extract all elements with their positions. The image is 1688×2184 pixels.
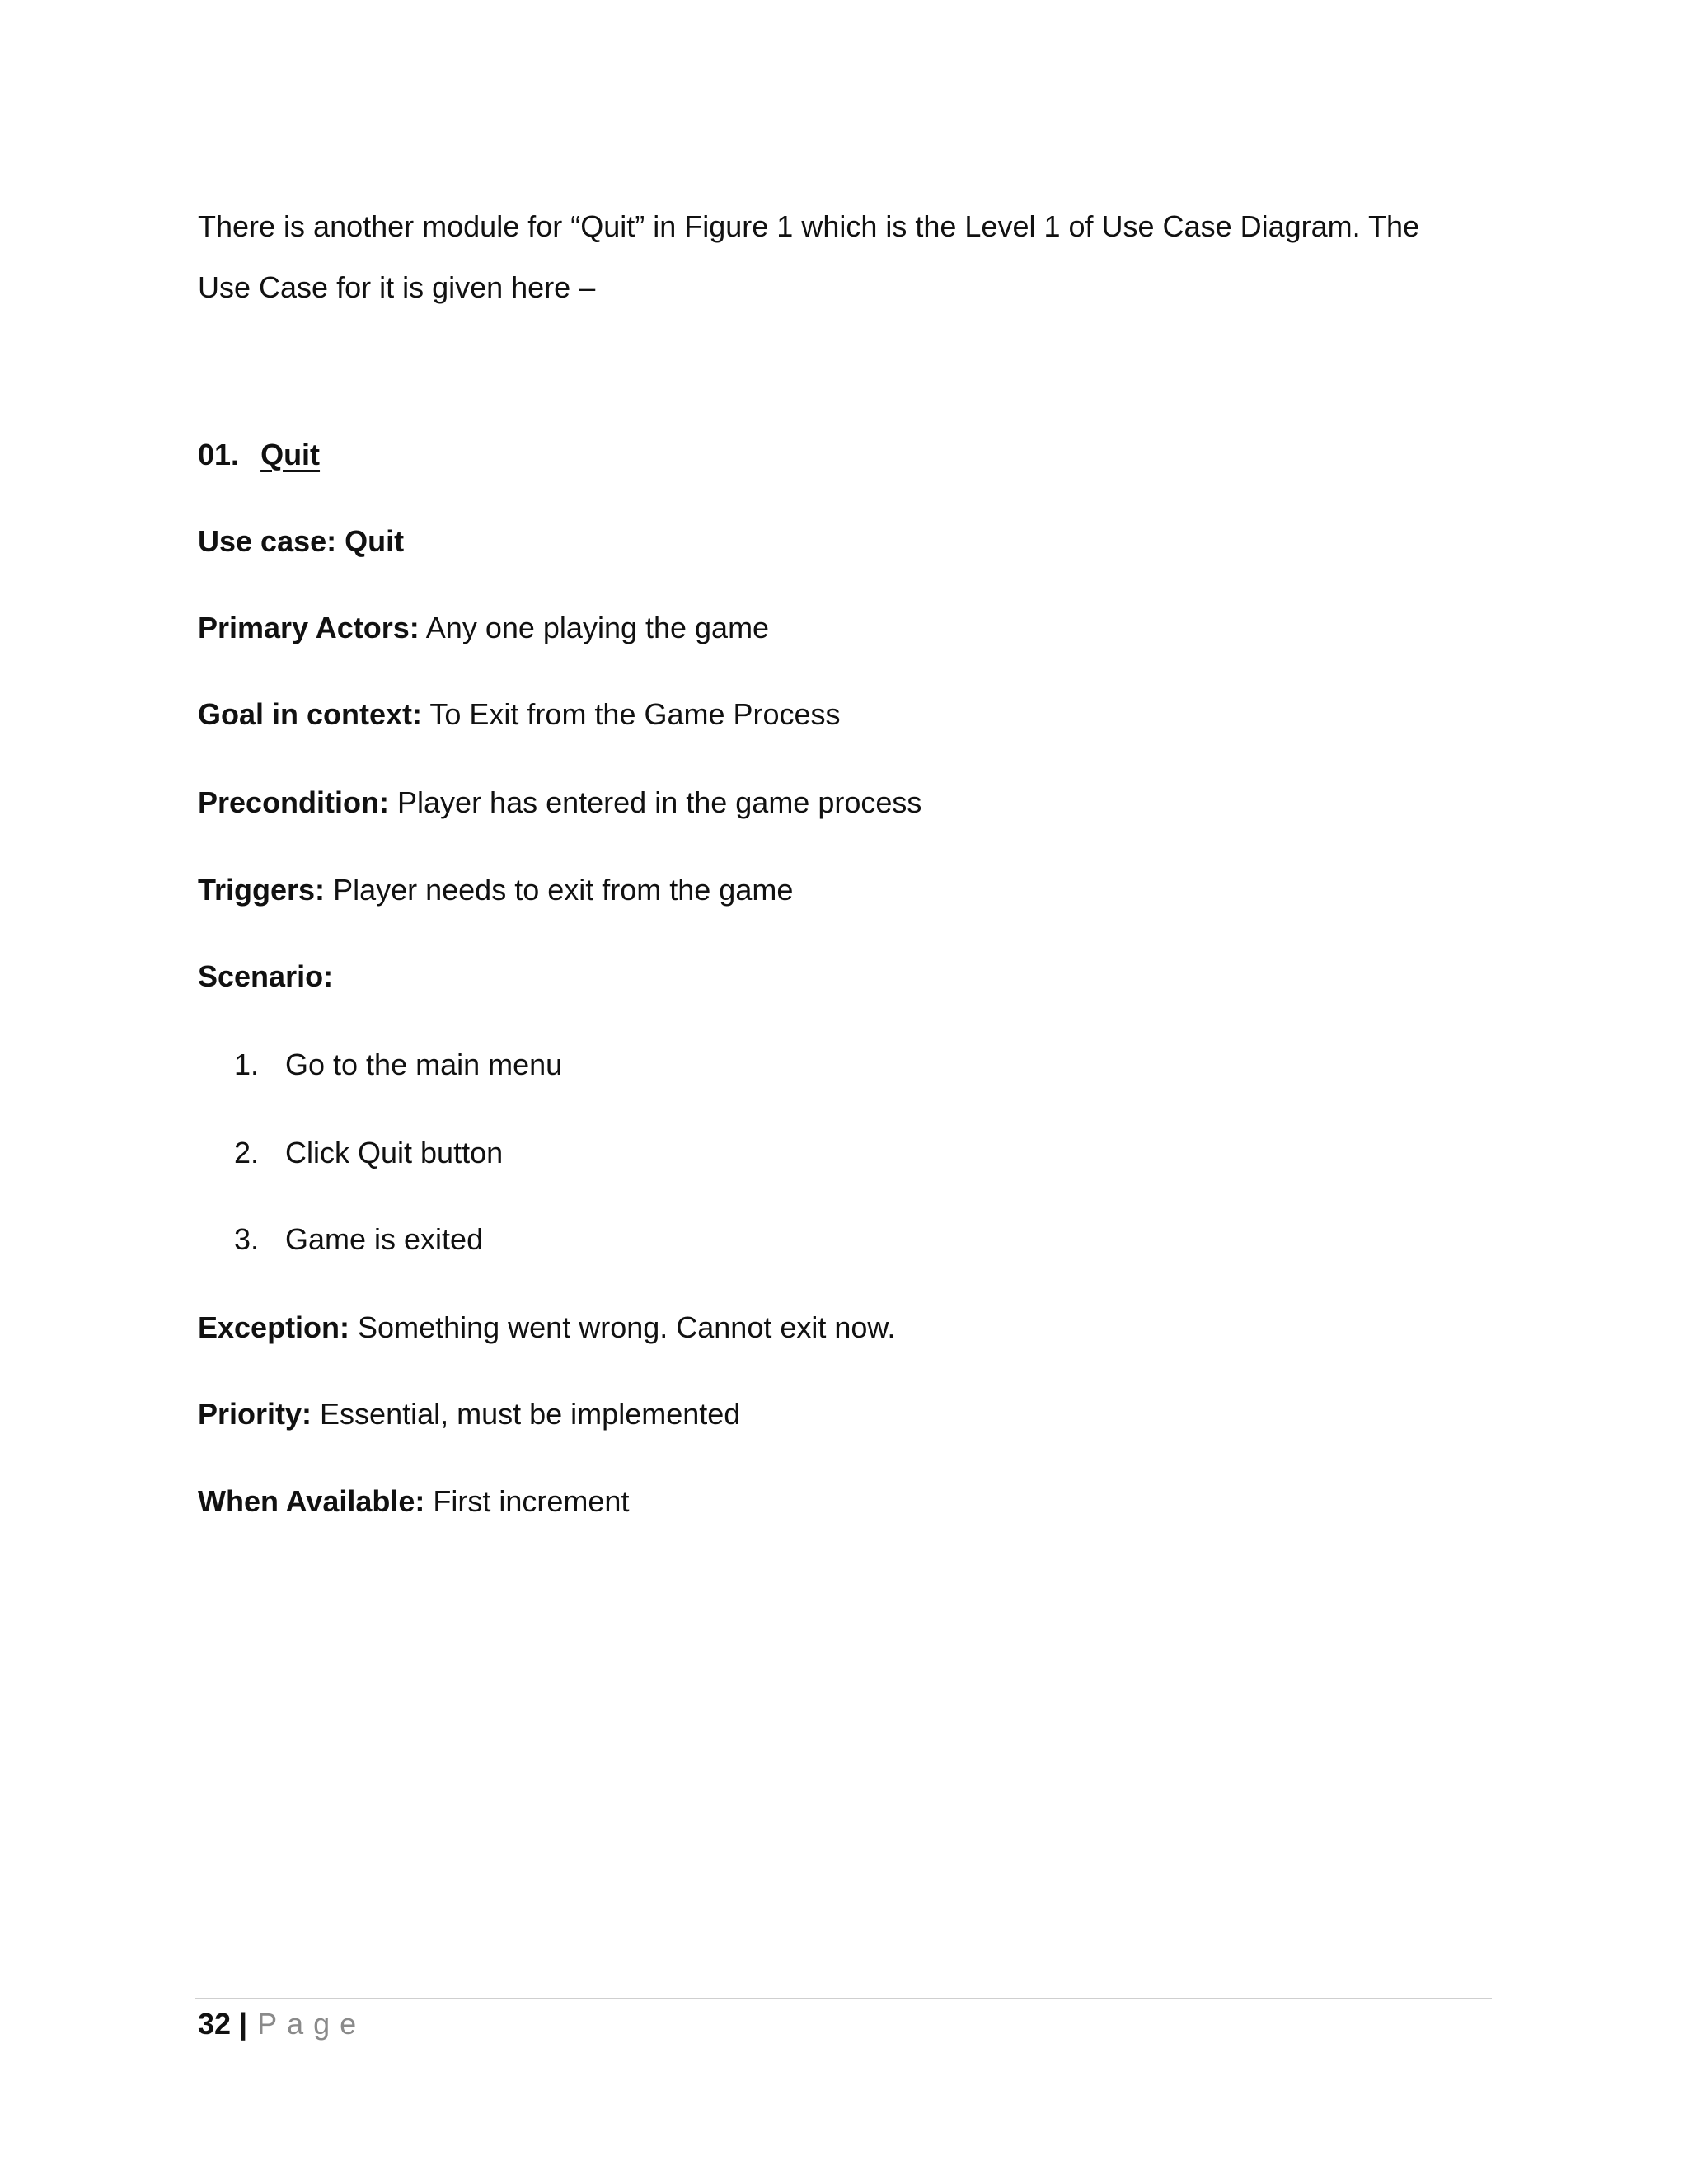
page-word: Page (257, 2007, 367, 2041)
step-number: 1. (234, 1047, 260, 1081)
field-priority (198, 1396, 740, 1432)
field-goal-in-context (198, 696, 841, 733)
page-footer (198, 2006, 366, 2042)
section-number: 01. (198, 438, 240, 471)
field-value: Something went wrong. Cannot exit now. (358, 1310, 896, 1344)
field-label: Triggers: (198, 873, 326, 907)
field-precondition (198, 785, 921, 821)
step-number: 3. (234, 1222, 260, 1256)
page-number: 32 (198, 2007, 232, 2041)
field-label: Goal in context: (198, 697, 423, 731)
section-title: Quit (260, 438, 321, 471)
field-label: Precondition: (198, 785, 389, 819)
footer-divider (195, 1998, 1492, 1999)
field-exception (198, 1310, 895, 1346)
field-value: Player needs to exit from the game (333, 873, 794, 907)
field-label: Use case: Quit (198, 524, 405, 558)
intro-line-1: There is another module for “Quit” in Figure 1 which is the Level 1 of Use Case Diagram. The (198, 209, 1420, 243)
step-text: Game is exited (285, 1222, 484, 1256)
footer-separator: | (239, 2007, 248, 2041)
step-text: Go to the main menu (285, 1047, 563, 1081)
field-scenario (198, 958, 333, 995)
step-text: Click Quit button (285, 1136, 504, 1169)
field-value: Essential, must be implemented (320, 1397, 741, 1431)
step-number: 2. (234, 1136, 260, 1169)
field-value: Any one playing the game (425, 611, 770, 644)
field-value: First increment (433, 1484, 630, 1518)
scenario-step (234, 1221, 483, 1258)
field-value: To Exit from the Game Process (429, 697, 841, 731)
field-label: Priority: (198, 1397, 312, 1431)
field-label: Exception: (198, 1310, 350, 1344)
field-use-case (198, 523, 404, 560)
field-label: Scenario: (198, 959, 334, 993)
field-value: Player has entered in the game process (397, 785, 922, 819)
section-heading (198, 437, 320, 473)
field-when-available (198, 1483, 629, 1520)
field-label: When Available: (198, 1484, 425, 1518)
field-label: Primary Actors: (198, 611, 420, 644)
field-primary-actors (198, 610, 769, 646)
intro-paragraph (198, 196, 1500, 318)
scenario-step (234, 1135, 503, 1171)
intro-line-2: Use Case for it is given here – (198, 270, 596, 304)
field-triggers (198, 872, 793, 908)
scenario-step (234, 1047, 562, 1083)
